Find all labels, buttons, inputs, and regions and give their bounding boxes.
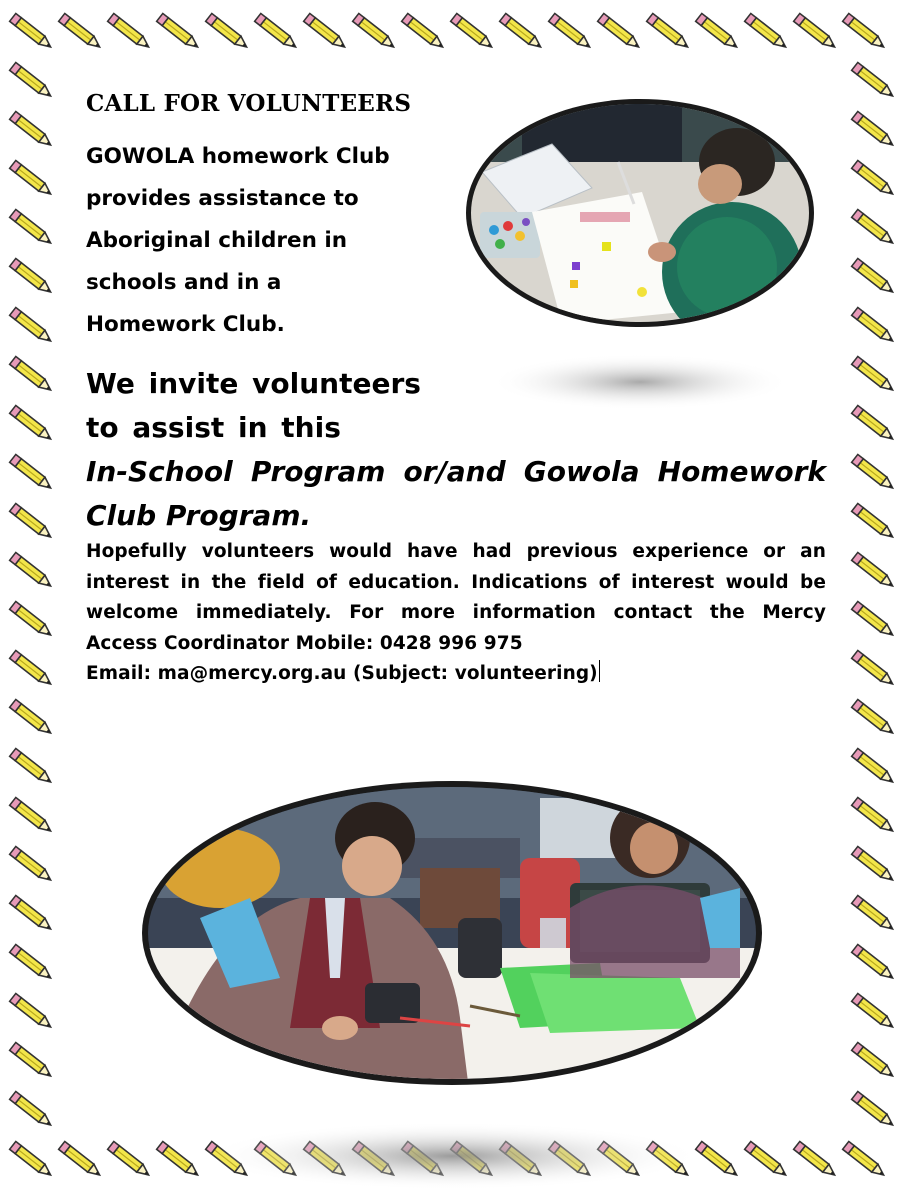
pencil-icon [852,62,896,99]
pencil-icon [852,895,896,932]
pencil-icon [10,944,54,981]
pencil-icon [10,601,54,638]
pencil-icon [794,1141,838,1178]
pencil-icon [10,993,54,1030]
pencil-icon [843,1141,887,1178]
flyer-heading: CALL FOR VOLUNTEERS [86,90,412,117]
bottom-photo [140,778,764,1198]
photo-shadow [202,1122,702,1190]
text-cursor [599,660,600,682]
pencil-icon [353,13,397,50]
pencil-icon [10,454,54,491]
pencil-icon [10,1091,54,1128]
pencil-icon [852,552,896,589]
details-text [86,537,826,690]
pencil-icon [852,797,896,834]
intro-line: GOWOLA homework Club [86,144,390,169]
pencil-icon [10,1141,54,1178]
pencil-icon [852,699,896,736]
invite-line: We invite volunteers [86,367,421,400]
pencil-icon [852,601,896,638]
pencil-icon [852,846,896,883]
pencil-icon [10,209,54,246]
invite-line: to assist in this [86,411,341,444]
pencil-icon [10,13,54,50]
pencil-icon [852,160,896,197]
pencil-icon [745,13,789,50]
pencil-icon [10,1042,54,1079]
intro-line: provides assistance to [86,186,359,211]
pencil-icon [852,111,896,148]
pencil-icon [852,993,896,1030]
pencil-icon [794,13,838,50]
pencil-icon [500,13,544,50]
pencil-icon [549,13,593,50]
pencil-icon [255,13,299,50]
intro-text [86,136,446,346]
pencil-icon [402,13,446,50]
details-paragraph: Hopefully volunteers would have had previous experience or an interest in the field of education. Indications of interest would be welcome immediately. For more information contact the Mercy Access Coordinator Mobile: 0428 996 975 [86,541,826,654]
pencil-icon [852,1091,896,1128]
pencil-icon [10,552,54,589]
pencil-icon [10,699,54,736]
pencil-icon [10,405,54,442]
pencil-icon [59,1141,103,1178]
pencil-icon [10,895,54,932]
pencil-icon [852,209,896,246]
pencil-icon [10,111,54,148]
pencil-icon [10,62,54,99]
pencil-icon [852,405,896,442]
pencil-icon [10,356,54,393]
pencil-icon [10,160,54,197]
intro-line: Homework Club. [86,312,285,337]
pencil-icon [852,307,896,344]
pencil-icon [10,748,54,785]
pencil-icon [451,13,495,50]
pencil-icon [647,13,691,50]
pencil-icon [852,454,896,491]
pencil-icon [304,13,348,50]
photo-shadow [490,354,790,410]
pencil-icon [852,650,896,687]
pencil-icon [10,846,54,883]
pencil-icon [852,356,896,393]
pencil-icon [852,503,896,540]
top-photo [462,92,818,424]
pencil-icon [852,1042,896,1079]
pencil-icon [10,650,54,687]
pencil-icon [852,748,896,785]
pencil-icon [843,13,887,50]
intro-line: Aboriginal children in [86,228,348,253]
pencil-icon [10,503,54,540]
pencil-icon [598,13,642,50]
pencil-icon [206,13,250,50]
pencil-icon [852,944,896,981]
programs-text: In-School Program or/and Gowola Homework Club Program. [86,455,826,532]
pencil-icon [10,797,54,834]
pencil-icon [10,307,54,344]
intro-line: schools and in a [86,270,282,295]
child-drawing-photo [462,92,818,342]
pencil-icon [59,13,103,50]
pencil-icon [852,258,896,295]
pencil-icon [157,13,201,50]
pencil-icon [108,13,152,50]
pencil-icon [10,258,54,295]
email-line: Email: ma@mercy.org.au (Subject: volunteering) [86,663,598,684]
invite-text [86,362,466,450]
pencil-icon [696,13,740,50]
